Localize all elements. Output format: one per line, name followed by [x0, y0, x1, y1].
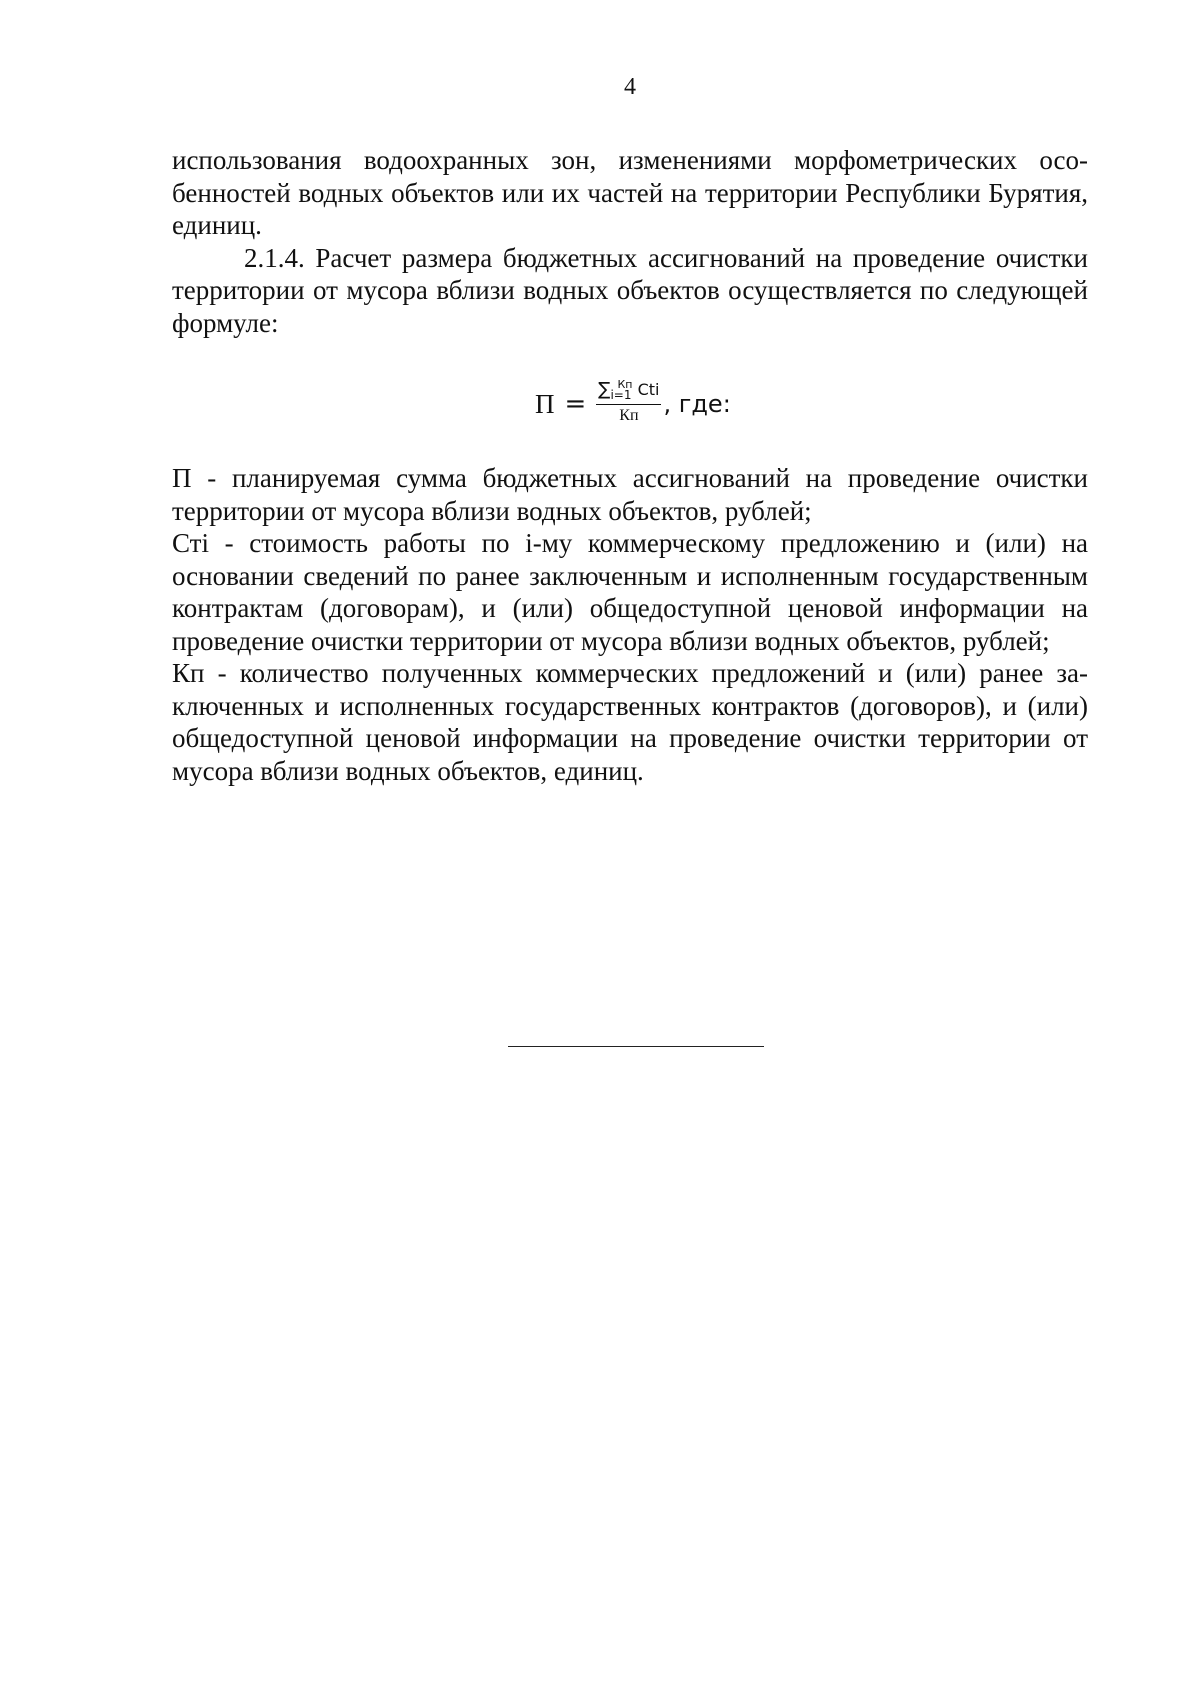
formula-lhs: П [535, 388, 555, 419]
page-number: 4 [624, 74, 636, 100]
formula-fraction [596, 378, 661, 427]
formula-equals: = [564, 389, 587, 419]
paragraph-continuation: использования водоохранных зон, изменениями морфометрических особенностей водных объектов или их частей на территории Республики Бурятия, единиц. [172, 145, 1088, 240]
formula [535, 374, 731, 434]
sum-lower-limit: i=1 [610, 388, 632, 402]
sum-symbol: ∑ [598, 379, 611, 400]
formula-denominator: Кп [619, 407, 639, 424]
definition-p: П - планируемая сумма бюджетных ассигнований на проведение очистки территории от мусора вблизи водных объектов, рублей; [172, 463, 1088, 526]
numerator-term: Cti [637, 380, 660, 399]
formula-numerator [596, 378, 661, 405]
formula-tail: , где: [663, 390, 731, 418]
definition-cti: Сті - стоимость работы по і-му коммерческому предложению и (или) на основании сведений по ранее заключенным и исполненным государственным контрактам (договорам), и (или) общедоступной ценовой информации на проведение очистки территории от мусора вблизи водных объектов, рублей; [172, 528, 1088, 656]
paragraph-2-1-4: 2.1.4. Расчет размера бюджетных ассигнований на проведение очистки территории от мусора вблизи водных объектов осуществляется по следующей формуле: [172, 242, 1088, 338]
body-text-top [172, 144, 1088, 339]
end-divider-line [508, 1046, 764, 1047]
definition-kp: Кп - количество полученных коммерческих предложений и (или) ранее заключенных и исполненных государственных контрактов (договоров), и (или) общедоступной ценовой информации на проведение очистки территории от мусора вблизи водных объектов, единиц. [172, 658, 1088, 786]
definitions [172, 462, 1088, 787]
sum-upper-limit: Кп [617, 378, 633, 391]
